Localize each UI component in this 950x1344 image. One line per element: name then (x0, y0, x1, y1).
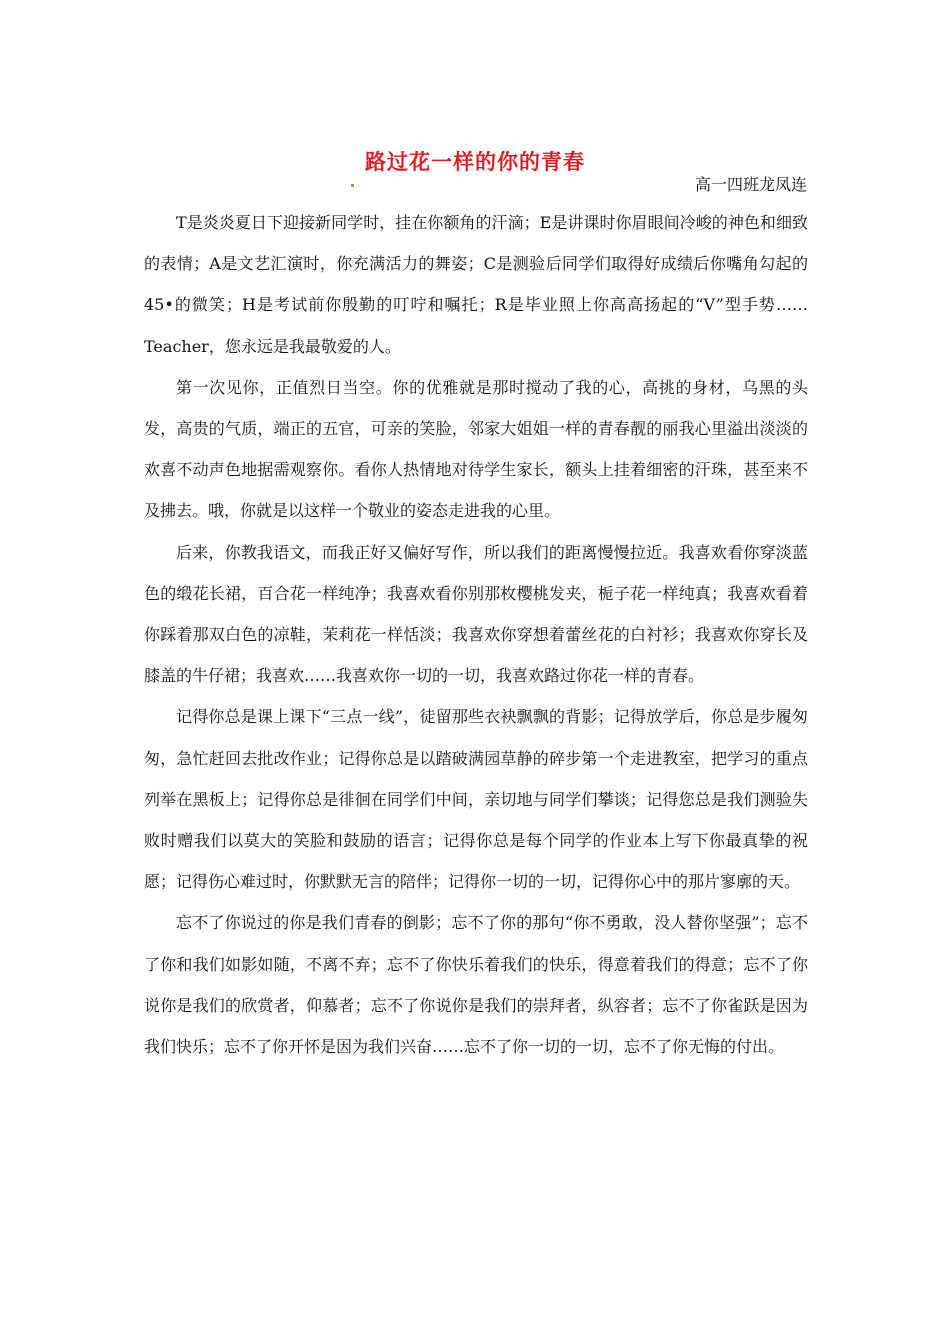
document-body (144, 202, 808, 1067)
marker-dot (351, 184, 354, 187)
paragraph: 忘不了你说过的你是我们青春的倒影；忘不了你的那句“你不勇敢，没人替你坚强”；忘不了你和我们如影如随，不离不弃；忘不了你快乐着我们的快乐，得意着我们的得意；忘不了你说你是我们的欣赏者，仰慕者；忘不了你说你是我们的崇拜者，纵容者；忘不了你雀跃是因为我们快乐；忘不了你开怀是因为我们兴奋……忘不了你一切的一切，忘不了你无悔的付出。 (144, 913, 808, 1057)
paragraph: 后来，你教我语文，而我正好又偏好写作，所以我们的距离慢慢拉近。我喜欢看你穿淡蓝色的缎花长裙，百合花一样纯净；我喜欢看你别那枚樱桃发夹，栀子花一样纯真；我喜欢看着你踩着那双白色的凉鞋，茉莉花一样恬淡；我喜欢你穿想着蕾丝花的白衬衫；我喜欢你穿长及膝盖的牛仔裙；我喜欢……我喜欢你一切的一切，我喜欢路过你花一样的青春。 (144, 542, 808, 686)
author-line: 高一四班龙凤连 (694, 175, 807, 194)
document-title: 路过花一样的你的青春 (365, 150, 585, 174)
paragraph: 记得你总是课上课下“三点一线”，徒留那些衣袂飘飘的背影；记得放学后，你总是步履匆匆，急忙赶回去批改作业；记得你总是以踏破满园草静的碎步第一个走进教室，把学习的重点列举在黑板上；记得你总是徘徊在同学们中间，亲切地与同学们攀谈；记得您总是我们测验失败时赠我们以莫大的笑脸和鼓励的语言；记得你总是每个同学的作业本上写下你最真挚的祝愿；记得伤心难过时，你默默无言的陪伴；记得你一切的一切，记得你心中的那片寥廓的天。 (144, 707, 808, 892)
paragraph: 第一次见你，正值烈日当空。你的优雅就是那时搅动了我的心，高挑的身材，乌黑的头发，高贵的气质，端正的五官，可亲的笑脸，邻家大姐姐一样的青春靓的丽我心里溢出淡淡的欢喜不动声色地据需观察你。看你人热情地对待学生家长，额头上挂着细密的汗珠，甚至来不及拂去。哦，你就是以这样一个敬业的姿态走进我的心里。 (144, 377, 808, 521)
paragraph: T是炎炎夏日下迎接新同学时，挂在你额角的汗滴；E是讲课时你眉眼间冷峻的神色和细致的表情；A是文艺汇演时，你充满活力的舞姿；C是测验后同学们取得好成绩后你嘴角勾起的45•的微笑；H是考试前你殷勤的叮咛和嘱托；R是毕业照上你高高扬起的“V”型手势……Teacher，您永远是我最敬爱的人。 (144, 213, 808, 356)
